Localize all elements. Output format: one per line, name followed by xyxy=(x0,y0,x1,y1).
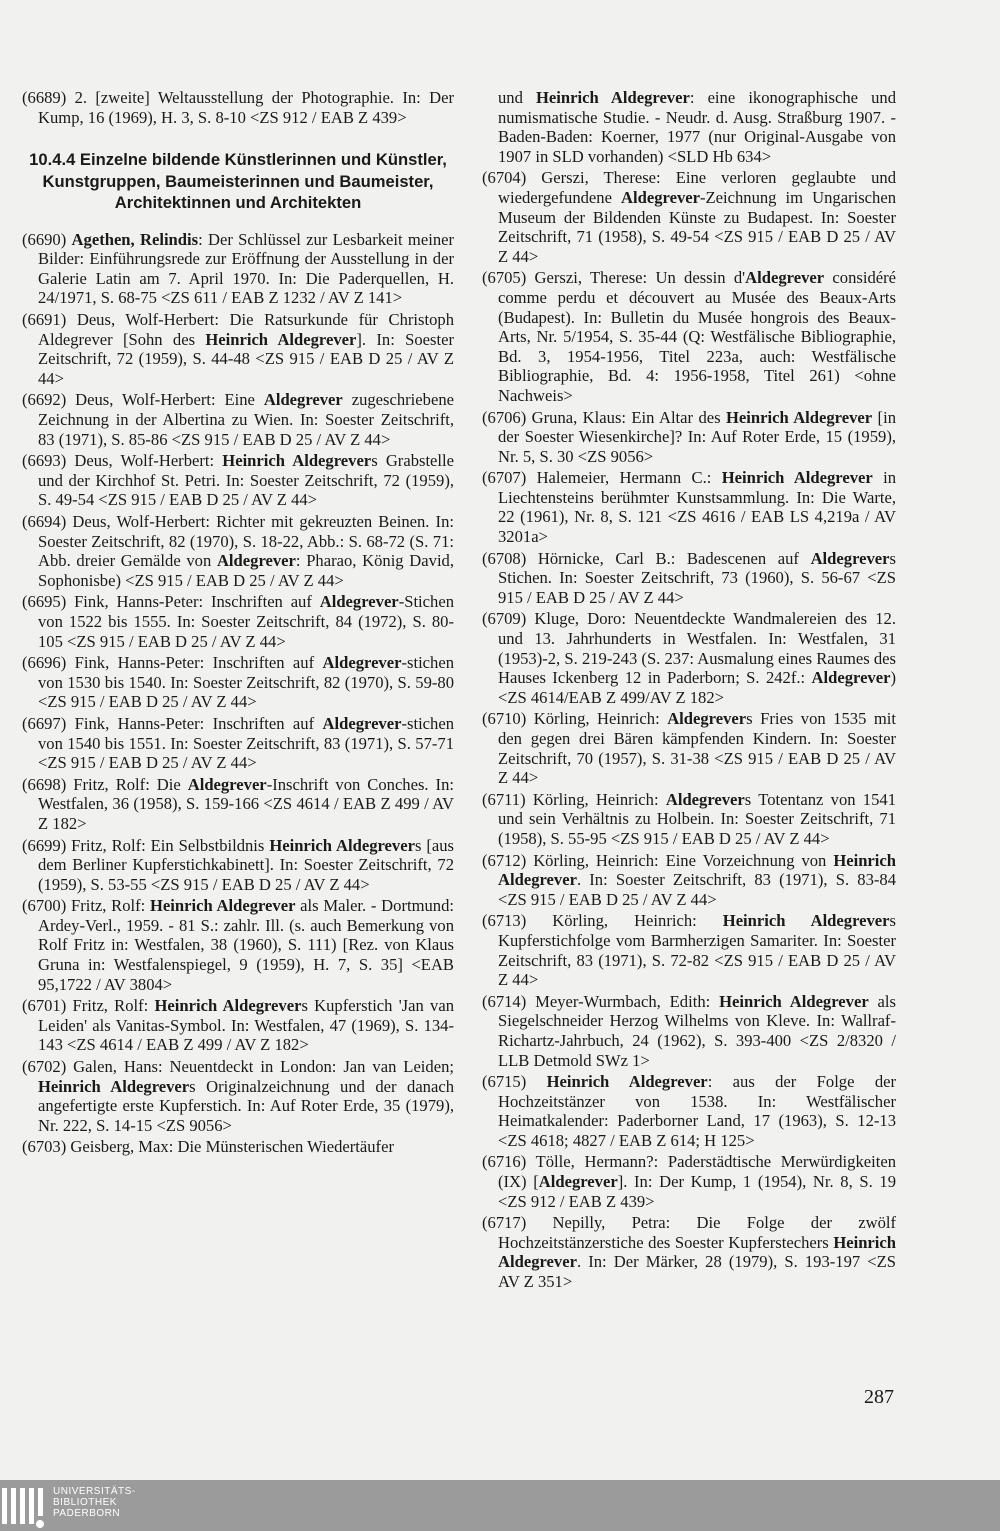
bibliography-entry-6710: (6710) Körling, Heinrich: Aldegrevers Fries von 1535 mit den gegen drei Bären kämpfenden Kindern. In: Soester Zeitschrift, 70 (1957), S. 31-38 <ZS 915 / EAB D 25 / AV Z 44> xyxy=(482,709,896,788)
logo-line-2: BIBLIOTHEK xyxy=(53,1497,117,1508)
bibliography-entry-6712: (6712) Körling, Heinrich: Eine Vorzeichnung von Heinrich Aldegrever. In: Soester Zeitschrift, 83 (1971), S. 83-84 <ZS 915 / EAB D 25 / AV Z 44> xyxy=(482,850,896,909)
bibliography-entry-6692: (6692) Deus, Wolf-Herbert: Eine Aldegrever zugeschriebene Zeichnung in der Albertina zu Wien. In: Soester Zeitschrift, 83 (1971), S. 85-86 <ZS 915 / EAB D 25 / AV Z 44> xyxy=(22,390,454,449)
bibliography-entry-6703: (6703) Geisberg, Max: Die Münsterischen Wiedertäufer xyxy=(22,1137,394,1157)
section-heading: 10.4.4 Einzelne bildende Künstlerinnen und Künstler, Kunstgruppen, Baumeisterinnen und Baumeister, Architektinnen und Architekten xyxy=(29,150,447,213)
right-entries xyxy=(482,88,896,1292)
library-footer xyxy=(0,1480,1000,1531)
bibliography-entry-6696: (6696) Fink, Hanns-Peter: Inschriften auf Aldegrever-stichen von 1530 bis 1540. In: Soester Zeitschrift, 82 (1970), S. 59-80 <ZS 915 / EAB D 25 / AV Z 44> xyxy=(22,653,454,712)
bibliography-entry-6704: (6704) Gerszi, Therese: Eine verloren geglaubte und wiedergefundene Aldegrever-Zeichnung im Ungarischen Museum der Bildenden Künste zu Budapest. In: Soester Zeitschrift, 71 (1958), S. 49-54 <ZS 915 / EAB D 25 / AV Z 44> xyxy=(482,168,896,266)
bibliography-entry-6711: (6711) Körling, Heinrich: Aldegrevers Totentanz von 1541 und sein Verhältnis zu Holbein. In: Soester Zeitschrift, 71 (1958), S. 55-95 <ZS 915 / EAB D 25 / AV Z 44> xyxy=(482,789,896,848)
library-logo-text xyxy=(53,1486,136,1519)
bibliography-entry-6690: (6690) Agethen, Relindis: Der Schlüssel zur Lesbarkeit meiner Bilder: Einführungsrede zur Eröffnung der Ausstellung in der Galerie Latin am 7. April 1970. In: Die Paderquellen, H. 24/1971, S. 68-75 <ZS 611 / EAB Z 1232 / AV Z 141> xyxy=(22,229,455,308)
bibliography-entry-6698: (6698) Fritz, Rolf: Die Aldegrever-Inschrift von Conches. In: Westfalen, 36 (1958), S. 159-166 <ZS 4614 / EAB Z 499 / AV Z 182> xyxy=(22,774,454,833)
bibliography-entry-6700: (6700) Fritz, Rolf: Heinrich Aldegrever als Maler. - Dortmund: Ardey-Verl., 1959. - 81 S.: zahlr. Ill. (s. auch Bemerkung von Rolf Fritz in: Westfalen, 38 (1960), S. 111) [Rez. von Klaus Gruna in: Westfalenspiegel, 9 (1959), H. 7, S. 35] <EAB 95,1722 / AV 3804> xyxy=(22,896,454,994)
right-column xyxy=(482,88,896,1294)
logo-dot-icon xyxy=(36,1520,44,1528)
bibliography-entry-6715: (6715) Heinrich Aldegrever: aus der Folge der Hochzeitstänzer von 1538. In: Westfälischer Heimatkalender: Paderborner Land, 17 (1963), S. 12-13 <ZS 4618; 4827 / EAB Z 614; H 125> xyxy=(482,1072,897,1150)
bibliography-entry-6713: (6713) Körling, Heinrich: Heinrich Aldegrevers Kupferstichfolge vom Barmherzigen Samariter. In: Soester Zeitschrift, 83 (1971), S. 72-82 <ZS 915 / EAB D 25 / AV Z 44> xyxy=(482,911,896,990)
bibliography-entry-6716: (6716) Tölle, Hermann?: Paderstädtische Merwürdigkeiten (IX) [Aldegrever]. In: Der Kump, 1 (1954), Nr. 8, S. 19 <ZS 912 / EAB Z 439> xyxy=(482,1152,896,1211)
bibliography-entry-6706: (6706) Gruna, Klaus: Ein Altar des Heinrich Aldegrever [in der Soester Wiesenkirche]? In: Auf Roter Erde, 15 (1959), Nr. 5, S. 30 <ZS 9056> xyxy=(482,407,896,466)
page-number: 287 xyxy=(864,1386,894,1408)
bibliography-entry-6694: (6694) Deus, Wolf-Herbert: Richter mit gekreuzten Beinen. In: Soester Zeitschrift, 82 (1970), S. 18-22, Abb.: S. 68-72 (S. 71: Abb. dreier Gemälde von Aldegrever: Pharao, König David, Sophonisbe) <ZS 915 / EAB D 25 / AV Z 44> xyxy=(22,512,454,590)
bibliography-entry-6693: (6693) Deus, Wolf-Herbert: Heinrich Aldegrevers Grabstelle und der Kirchhof St. Petri. In: Soester Zeitschrift, 72 (1959), S. 49-54 <ZS 915 / EAB D 25 / AV Z 44> xyxy=(22,451,455,510)
bibliography-entry-6703-cont: und Heinrich Aldegrever: eine ikonographische und numismatische Studie. - Neudr. d. Ausg. Straßburg 1907. - Baden-Baden: Koerner, 1977 (nur Original-Ausgabe von 1907 in SLD vorhanden) <SLD Hb 634> xyxy=(498,88,896,166)
bibliography-entry-6689: (6689) 2. [zweite] Weltausstellung der Photographie. In: Der Kump, 16 (1969), H. 3, S. 8-10 <ZS 912 / EAB Z 439> xyxy=(22,88,454,127)
bibliography-entry-6695: (6695) Fink, Hanns-Peter: Inschriften auf Aldegrever-Stichen von 1522 bis 1555. In: Soester Zeitschrift, 84 (1972), S. 80-105 <ZS 915 / EAB D 25 / AV Z 44> xyxy=(22,592,454,651)
bibliography-entry-6705: (6705) Gerszi, Therese: Un dessin d'Aldegrever considéré comme perdu et découvert au Musée des Beaux-Arts (Budapest). In: Bulletin du Musée hongrois des Beaux-Arts, Nr. 5/1954, S. 35-44 (Q: Westfälische Bibliographie, Bd. 3, 1954-1956, Titel 223a, auch: Westfälische Bibliographie, Bd. 4: 1956-1958, Titel 261) <ohne Nachweis> xyxy=(482,268,897,405)
logo-line-1: UNIVERSITÄTS- xyxy=(53,1486,136,1497)
left-entries xyxy=(22,230,454,1157)
left-column xyxy=(22,88,454,1159)
bibliography-entry-6701: (6701) Fritz, Rolf: Heinrich Aldegrevers Kupferstich 'Jan van Leiden' als Vanitas-Symbol. In: Westfalen, 47 (1969), S. 134-143 <ZS 4614 / EAB Z 499 / AV Z 182> xyxy=(22,996,454,1055)
bibliography-entry-6717: (6717) Nepilly, Petra: Die Folge der zwölf Hochzeitstänzerstiche des Soester Kupferstechers Heinrich Aldegrever. In: Der Märker, 28 (1979), S. 193-197 <ZS AV Z 351> xyxy=(482,1213,896,1292)
left-entries-before xyxy=(22,88,454,127)
bibliography-entry-6709: (6709) Kluge, Doro: Neuentdeckte Wandmalereien des 12. und 13. Jahrhunderts in Westfalen. In: Westfalen, 31 (1953)-2, S. 219-243 (S. 237: Ausmalung eines Raumes des Hauses Ickenberg 12 in Paderborn; S. 242f.: Aldegrever) <ZS 4614/EAB Z 499/AV Z 182> xyxy=(482,609,896,707)
bibliography-entry-6714: (6714) Meyer-Wurmbach, Edith: Heinrich Aldegrever als Siegelschneider Herzog Wilhelms von Kleve. In: Wallraf-Richartz-Jahrbuch, 24 (1962), S. 393-400 <ZS 2/8320 / LLB Detmold SWz 1> xyxy=(482,991,896,1070)
bibliography-entry-6699: (6699) Fritz, Rolf: Ein Selbstbildnis Heinrich Aldegrevers [aus dem Berliner Kupferstichkabinett]. In: Soester Zeitschrift, 72 (1959), S. 53-55 <ZS 915 / EAB D 25 / AV Z 44> xyxy=(22,835,454,894)
bibliography-entry-6697: (6697) Fink, Hanns-Peter: Inschriften auf Aldegrever-stichen von 1540 bis 1551. In: Soester Zeitschrift, 83 (1971), S. 57-71 <ZS 915 / EAB D 25 / AV Z 44> xyxy=(22,713,454,773)
logo-line-3: PADERBORN xyxy=(53,1508,121,1519)
bibliography-entry-6691: (6691) Deus, Wolf-Herbert: Die Ratsurkunde für Christoph Aldegrever [Sohn des Heinrich Aldegrever]. In: Soester Zeitschrift, 72 (1959), S. 44-48 <ZS 915 / EAB D 25 / AV Z 44> xyxy=(22,310,454,388)
bibliography-entry-6702: (6702) Galen, Hans: Neuentdeckt in London: Jan van Leiden; Heinrich Aldegrevers Originalzeichnung und der danach angefertigte erste Kupferstich. In: Auf Roter Erde, 35 (1979), Nr. 222, S. 14-15 <ZS 9056> xyxy=(22,1057,455,1135)
bibliography-entry-6707: (6707) Halemeier, Hermann C.: Heinrich Aldegrever in Liechtensteins berühmter Kunstsammlung. In: Die Warte, 22 (1961), Nr. 8, S. 121 <ZS 4616 / EAB LS 4,219a / AV 3201a> xyxy=(482,468,897,547)
bibliography-entry-6708: (6708) Hörnicke, Carl B.: Badescenen auf Aldegrevers Stichen. In: Soester Zeitschrift, 73 (1960), S. 56-67 <ZS 915 / EAB D 25 / AV Z 44> xyxy=(482,548,896,607)
